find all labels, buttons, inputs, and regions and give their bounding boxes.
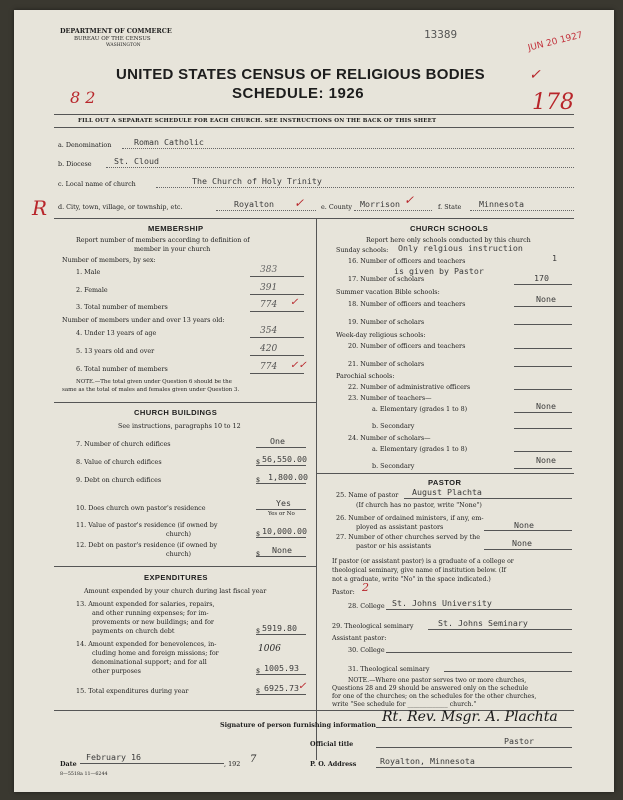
q14-line: denominational support; and for all [92, 658, 207, 666]
grad-note-2: theological seminary, give name of institution below. (If [332, 567, 506, 574]
value-city: Royalton [234, 199, 274, 209]
date-stamp: JUN 20 1927 [527, 30, 584, 54]
label-q19: 19. Number of scholars [348, 318, 425, 326]
label-q23b: b. Secondary [372, 422, 415, 430]
label-q24b: b. Secondary [372, 462, 415, 470]
form-number: 13389 [424, 28, 458, 41]
city-label: WASHINGTON [106, 43, 141, 48]
value-diocese: St. Cloud [114, 156, 159, 166]
schools-intro: Report here only schools conducted by this church [366, 236, 531, 244]
form-title: UNITED STATES CENSUS OF RELIGIOUS BODIES [116, 66, 485, 83]
label-state: f. State [438, 203, 462, 211]
check-mark: ✓✓ [290, 360, 307, 371]
label-q24a: a. Elementary (grades 1 to 8) [372, 445, 468, 453]
label-q26: 26. Number of ordained ministers, if any, em- [336, 514, 484, 522]
membership-row-label: 2. Female [76, 286, 108, 294]
label-q11: 11. Value of pastor's residence (if owned by [76, 521, 218, 529]
q14-line: cluding home and foreign missions; for [92, 649, 219, 657]
q14-line: 14. Amount expended for benevolences, in- [76, 640, 217, 648]
hand-number-left: 8 2 [70, 88, 96, 107]
membership-age-label: Number of members under and over 13 years old: [62, 316, 225, 324]
label-denomination: a. Denomination [58, 141, 112, 149]
po-address-value: Royalton, Minnesota [380, 756, 475, 766]
pastor-heading: PASTOR [428, 478, 462, 487]
membership-row-label: 3. Total number of members [76, 303, 168, 311]
label-q17: 17. Number of scholars [348, 275, 425, 283]
value-q14: 1005.93 [264, 663, 299, 673]
membership-row-label: 6. Total number of members [76, 365, 168, 373]
label-q28: 28. College [348, 602, 385, 610]
label-q11-cont: church) [166, 530, 192, 538]
check-mark: ✓ [298, 681, 307, 692]
membership-heading: MEMBERSHIP [148, 224, 204, 233]
dollar-sign: $ [256, 550, 261, 558]
label-q24: 24. Number of scholars— [348, 434, 431, 442]
membership-intro-1: Report number of members according to definition of [76, 236, 250, 244]
label-q16: 16. Number of officers and teachers [348, 257, 466, 265]
value-q18: None [536, 294, 556, 304]
check-mark-top: ✓ [529, 67, 541, 83]
label-diocese: b. Diocese [58, 160, 92, 168]
label-q10: 10. Does church own pastor's residence [76, 504, 206, 512]
value-q12: None [272, 545, 292, 555]
label-q31: 31. Theological seminary [348, 665, 430, 673]
label-q22: 22. Number of administrative officers [348, 383, 471, 391]
membership-row-value: 774 [260, 300, 278, 310]
value-denomination: Roman Catholic [134, 137, 204, 147]
value-q15: 6925.73 [264, 683, 299, 693]
schools-heading: CHURCH SCHOOLS [410, 224, 489, 233]
q14-line: other purposes [92, 667, 141, 675]
value-q8: 56,550.00 [262, 454, 307, 464]
pastor-note-2: Questions 28 and 29 should be answered only on the schedule [332, 685, 529, 692]
label-q15: 15. Total expenditures during year [76, 687, 189, 695]
value-q26: None [514, 520, 534, 530]
value-local-name: The Church of Holy Trinity [192, 176, 322, 186]
label-q29: 29. Theological seminary [332, 622, 414, 630]
sunday-label: Sunday schools: [336, 246, 389, 254]
label-q25-sub: (If church has no pastor, write "None") [356, 501, 482, 509]
value-county: Morrison [360, 199, 400, 209]
check-mark: ✓ [290, 297, 299, 308]
value-q10: Yes [276, 498, 291, 508]
date-label: Date [60, 760, 77, 768]
check-county: ✓ [404, 193, 415, 207]
summer-label: Summer vacation Bible schools: [336, 288, 440, 296]
membership-row-label: 4. Under 13 years of age [76, 329, 157, 337]
q13-line: provements or new buildings; and for [92, 618, 214, 626]
value-q28: St. Johns University [392, 598, 492, 608]
expenditures-sub: Amount expended by your church during last fiscal year [84, 587, 267, 595]
label-q25: 25. Name of pastor [336, 491, 399, 499]
pastor-sub-label: Pastor: [332, 588, 355, 596]
value-q9: 1,800.00 [268, 472, 308, 482]
label-q23a: a. Elementary (grades 1 to 8) [372, 405, 468, 413]
parochial-label: Parochial schools: [336, 372, 395, 380]
po-address-label: P. O. Address [310, 760, 357, 768]
dollar-sign: $ [256, 667, 261, 675]
membership-row-value: 383 [260, 265, 278, 275]
label-q12-cont: church) [166, 550, 192, 558]
membership-row-value: 774 [260, 362, 278, 372]
label-q23: 23. Number of teachers— [348, 394, 432, 402]
label-q27: 27. Number of other churches served by the [336, 533, 481, 541]
value-q7: One [270, 436, 285, 446]
label-city: d. City, town, village, or township, etc. [58, 203, 183, 211]
buildings-heading: CHURCH BUILDINGS [134, 408, 218, 417]
membership-note-1: NOTE.—The total given under Question 6 should be the [76, 379, 232, 385]
form-code: 8—5518a 11—6244 [60, 772, 108, 777]
check-city: ✓ [294, 196, 305, 210]
weekday-label: Week-day religious schools: [336, 331, 426, 339]
sunday-note-1: Only relgious instruction [398, 243, 523, 253]
value-state: Minnesota [479, 199, 524, 209]
membership-intro-2: member in your church [134, 245, 211, 253]
dollar-sign: $ [256, 687, 261, 695]
pastor-note-4: write "See schedule for _____________ church." [332, 701, 477, 708]
label-q26-cont: ployed as assistant pastors [356, 523, 444, 531]
value-q16: 1 [552, 253, 557, 263]
instructions: FILL OUT A SEPARATE SCHEDULE FOR EACH CHURCH. SEE INSTRUCTIONS ON THE BACK OF THIS SHEET [78, 118, 437, 124]
q13-line: and other running expenses; for im- [92, 609, 209, 617]
label-q27-cont: pastor or his assistants [356, 542, 432, 550]
sunday-note-2: is given by Pastor [394, 266, 484, 276]
grad-note-3: not a graduate, write "No" in the space indicated.) [332, 576, 491, 583]
dollar-sign: $ [256, 530, 261, 538]
membership-note-2: same as the total of males and females given under Question 3. [62, 387, 240, 393]
membership-sex-label: Number of members, by sex: [62, 256, 156, 264]
signature: Rt. Rev. Msgr. A. Plachta [382, 709, 558, 725]
label-county: e. County [321, 203, 352, 211]
value-q17: 170 [534, 273, 549, 283]
value-q13: 5919.80 [262, 623, 297, 633]
schedule-title: SCHEDULE: 1926 [232, 85, 365, 102]
grad-note-1: If pastor (or assistant pastor) is a graduate of a college or [332, 558, 514, 565]
dollar-sign: $ [256, 458, 261, 466]
value-q25: August Plachta [412, 487, 482, 497]
membership-row-value: 420 [260, 344, 278, 354]
q13-line: payments on church debt [92, 627, 175, 635]
hand-number-right: 178 [532, 90, 574, 115]
membership-row-label: 1. Male [76, 268, 101, 276]
membership-row-value: 391 [260, 283, 278, 293]
label-q21: 21. Number of scholars [348, 360, 425, 368]
year-prefix: , 192 [224, 760, 241, 768]
label-q18: 18. Number of officers and teachers [348, 300, 466, 308]
q14-hand-note: 1006 [258, 644, 281, 654]
pastor-note-3: for one of the churches; on the schedules for the other churches, [332, 693, 537, 700]
pastor-hand-mark: 2 [362, 581, 369, 594]
dollar-sign: $ [256, 627, 261, 635]
value-q11: 10,000.00 [262, 526, 307, 536]
dept-label: DEPARTMENT OF COMMERCE [60, 27, 172, 35]
value-q29: St. Johns Seminary [438, 618, 528, 628]
official-title-label: Official title [310, 740, 354, 748]
r-mark: R [32, 196, 48, 220]
value-q27: None [512, 538, 532, 548]
official-title-value: Pastor [504, 736, 534, 746]
expenditures-heading: EXPENDITURES [144, 573, 208, 582]
label-q7: 7. Number of church edifices [76, 440, 171, 448]
membership-row-value: 354 [260, 326, 278, 336]
label-local-name: c. Local name of church [58, 180, 136, 188]
year-hand: 7 [250, 754, 257, 765]
yes-no-hint: Yes or No [268, 511, 295, 517]
dollar-sign: $ [256, 476, 261, 484]
date-value: February 16 [86, 752, 141, 762]
label-q9: 9. Debt on church edifices [76, 476, 162, 484]
membership-row-label: 5. 13 years old and over [76, 347, 155, 355]
q13-line: 13. Amount expended for salaries, repairs, [76, 600, 215, 608]
value-q23a: None [536, 401, 556, 411]
assistant-label: Assistant pastor: [332, 634, 387, 642]
label-q30: 30. College [348, 646, 385, 654]
buildings-sub: See instructions, paragraphs 10 to 12 [118, 422, 241, 430]
label-q12: 12. Debt on pastor's residence (if owned by [76, 541, 218, 549]
bureau-label: BUREAU OF THE CENSUS [74, 36, 151, 42]
census-form [14, 10, 614, 792]
label-q20: 20. Number of officers and teachers [348, 342, 466, 350]
value-q24b: None [536, 455, 556, 465]
pastor-note-1: NOTE.—Where one pastor serves two or more churches, [348, 677, 527, 684]
label-q8: 8. Value of church edifices [76, 458, 162, 466]
signature-label: Signature of person furnishing information [220, 721, 376, 729]
